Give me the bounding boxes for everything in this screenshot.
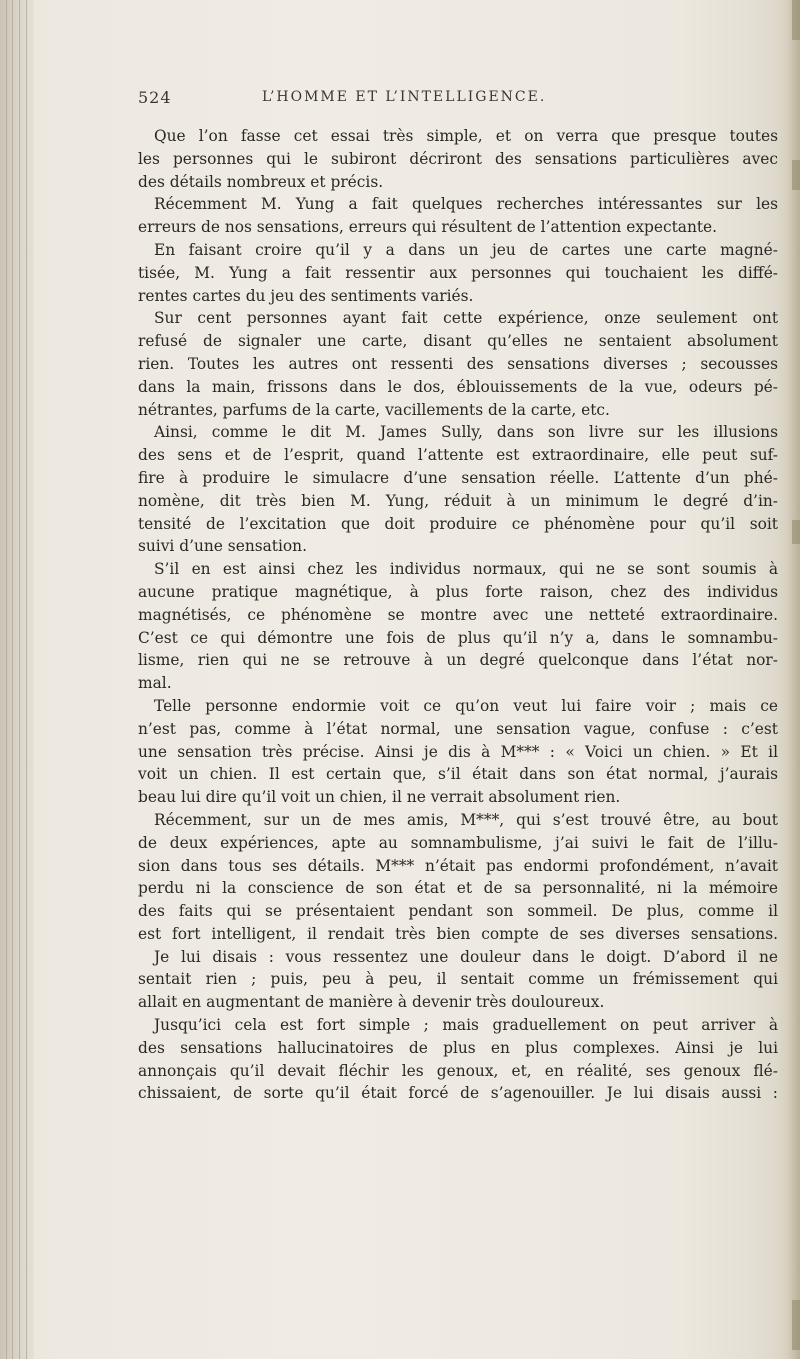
text-line: nétrantes, parfums de la carte, vacillements de la carte, etc. — [138, 400, 610, 419]
text-line: est fort intelligent, il rendait très bien compte de ses diverses sensations. — [138, 924, 778, 943]
text-line: Que l’on fasse cet essai très simple, et on verra que presque toutes — [154, 127, 778, 145]
binding-gutter — [0, 0, 34, 1359]
edge-mark — [792, 0, 800, 40]
text-line: sion dans tous ses détails. M*** n’était pas endormi profondément, n’avait — [138, 856, 778, 875]
gutter-line — [26, 0, 27, 1359]
text-line: Récemment, sur un de mes amis, M***, qui s’est trouvé être, au bout — [154, 810, 778, 829]
text-line: des sens et de l’esprit, quand l’attente est extraordinaire, elle peut suf- — [138, 446, 778, 465]
text-line: des détails nombreux et précis. — [138, 172, 384, 191]
text-line: suivi d’une sensation. — [138, 537, 307, 556]
text-line: dans la main, frissons dans le dos, éblouissements de la vue, odeurs pé- — [138, 377, 778, 396]
text-line: S’il en est ainsi chez les individus normaux, qui ne se sont soumis à — [154, 560, 778, 579]
page-right-edge — [778, 0, 800, 1359]
text-line: erreurs de nos sensations, erreurs qui résultent de l’attention expectante. — [138, 218, 718, 237]
page-number: 524 — [138, 88, 172, 107]
text-line: tensité de l’excitation que doit produire ce phénomène pour qu’il soit — [138, 514, 778, 533]
gutter-line — [12, 0, 13, 1359]
text-line: annonçais qu’il devait fléchir les genoux, et, en réalité, ses genoux flé- — [138, 1061, 778, 1080]
text-line: chissaient, de sorte qu’il était forcé de s’agenouiller. Je lui disais aussi : — [138, 1084, 778, 1103]
text-line: nomène, dit très bien M. Yung, réduit à un minimum le degré d’in- — [138, 491, 778, 510]
gutter-line — [19, 0, 20, 1359]
text-line: allait en augmentant de manière à devenir très douloureux. — [138, 993, 605, 1012]
text-line: tisée, M. Yung a fait ressentir aux personnes qui touchaient les diffé- — [138, 263, 778, 282]
text-line: mal. — [138, 674, 172, 693]
text-line: des sensations hallucinatoires de plus en plus complexes. Ainsi je lui — [138, 1038, 778, 1057]
gutter-line — [6, 0, 7, 1359]
text-line: Jusqu’ici cela est fort simple ; mais graduellement on peut arriver à — [154, 1016, 778, 1035]
text-line: beau lui dire qu’il voit un chien, il ne verrait absolument rien. — [138, 788, 621, 807]
text-line: rien. Toutes les autres ont ressenti des sensations diverses ; secousses — [138, 354, 778, 373]
text-line: Sur cent personnes ayant fait cette expérience, onze seulement ont — [154, 309, 778, 328]
edge-mark — [792, 1300, 800, 1350]
text-line: Récemment M. Yung a fait quelques recherches intéressantes sur les — [154, 195, 778, 214]
text-line: lisme, rien qui ne se retrouve à un degré quelconque dans l’état nor- — [138, 651, 778, 670]
text-line: une sensation très précise. Ainsi je dis à M*** : « Voici un chien. » Et il — [138, 742, 778, 761]
text-line: de deux expériences, apte au somnambulisme, j’ai suivi le fait de l’illu- — [138, 833, 778, 852]
text-line: Ainsi, comme le dit M. James Sully, dans son livre sur les illusions — [154, 423, 778, 442]
text-line: Telle personne endormie voit ce qu’on veut lui faire voir ; mais ce — [154, 696, 778, 715]
edge-mark — [792, 520, 800, 544]
text-line: n’est pas, comme à l’état normal, une sensation vague, confuse : c’est — [138, 719, 778, 738]
text-line: sentait rien ; puis, peu à peu, il sentait comme un frémissement qui — [138, 970, 778, 989]
text-line: voit un chien. Il est certain que, s’il était dans son état normal, j’aurais — [138, 765, 778, 784]
text-line: rentes cartes du jeu des sentiments variés. — [138, 286, 474, 305]
text-line: refusé de signaler une carte, disant qu’elles ne sentaient absolument — [138, 332, 778, 351]
text-line: des faits qui se présentaient pendant son sommeil. De plus, comme il — [138, 902, 778, 921]
text-line: fire à produire le simulacre d’une sensation réelle. L’attente d’un phé- — [138, 468, 778, 487]
text-line: les personnes qui le subiront décriront des sensations particulières avec — [138, 149, 778, 168]
text-line: perdu ni la conscience de son état et de sa personnalité, ni la mémoire — [138, 879, 778, 898]
page-header — [138, 88, 738, 110]
text-line: En faisant croire qu’il y a dans un jeu de cartes une carte magné- — [154, 240, 778, 259]
text-line: C’est ce qui démontre une fois de plus qu’il n’y a, dans le somnambu- — [138, 628, 778, 647]
body-text — [138, 125, 778, 1105]
running-title: L’HOMME ET L’INTELLIGENCE. — [262, 89, 547, 105]
text-line: magnétisés, ce phénomène se montre avec une netteté extraordinaire. — [138, 605, 778, 624]
edge-mark — [792, 160, 800, 190]
text-line: aucune pratique magnétique, à plus forte raison, chez des individus — [138, 582, 778, 601]
text-line: Je lui disais : vous ressentez une douleur dans le doigt. D’abord il ne — [154, 947, 778, 966]
